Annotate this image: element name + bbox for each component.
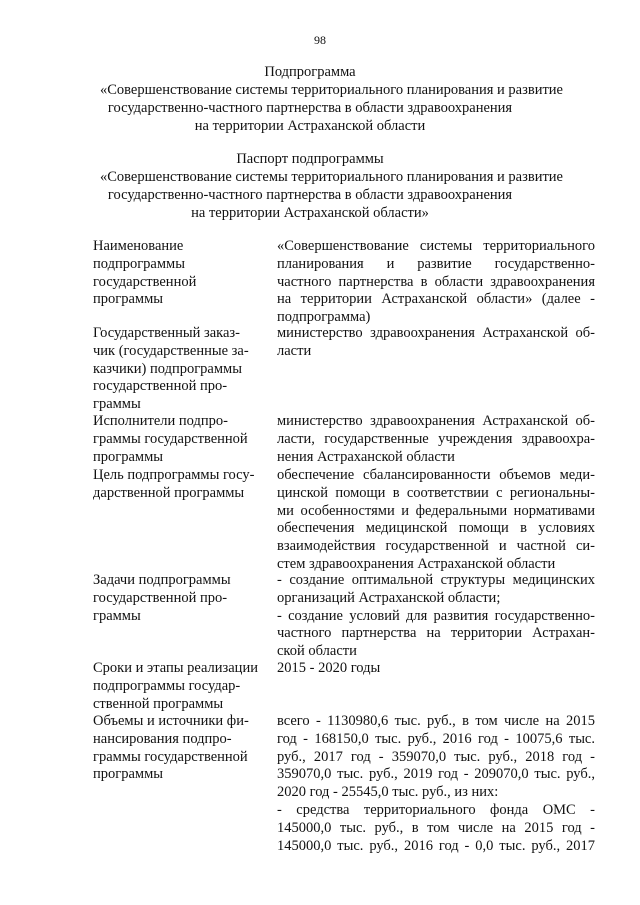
label-line: граммы государственной bbox=[93, 430, 248, 447]
label-line: Цель подпрограммы госу- bbox=[93, 467, 255, 483]
label-line: Государственный заказ- bbox=[93, 325, 240, 341]
label-line: государственной про- bbox=[93, 589, 228, 606]
value-line: - создание оптимальной структуры медицинских bbox=[277, 572, 595, 588]
value-line: стем здравоохранения Астраханской области bbox=[277, 555, 556, 572]
label-line: чик (государственные за- bbox=[93, 342, 249, 359]
label-line: подпрограммы bbox=[93, 255, 185, 272]
value-line: ми особенностями и федеральными нормативами bbox=[277, 502, 595, 519]
passport-heading-line: государственно-частного партнерства в области здравоохранения bbox=[107, 187, 513, 203]
label-line: дарственной программы bbox=[93, 484, 245, 501]
label-line: государственной bbox=[93, 273, 197, 290]
value-line: обеспечения медицинской помощи в условиях bbox=[277, 520, 595, 537]
value-line: ласти, государственные учреждения здравоохра- bbox=[277, 430, 595, 447]
value-line: подпрограмма) bbox=[277, 309, 371, 326]
row-label bbox=[93, 572, 271, 625]
value-line: планирования и развитие государственно- bbox=[277, 255, 595, 272]
value-line: год - 168150,0 тыс. руб., 2016 год - 10075,6 тыс. bbox=[277, 730, 595, 747]
passport-heading bbox=[100, 150, 563, 222]
value-line: 145000,0 тыс. руб., 2016 год - 0,0 тыс. руб., 2017 bbox=[277, 837, 595, 854]
row-label bbox=[93, 413, 271, 466]
label-line: Исполнители подпро- bbox=[93, 413, 228, 429]
label-line: Задачи подпрограммы bbox=[93, 572, 231, 588]
row-label bbox=[93, 238, 271, 309]
value-line: 145000,0 тыс. руб., в том числе на 2015 год - bbox=[277, 819, 595, 836]
value-line: министерство здравоохранения Астраханской об- bbox=[277, 413, 595, 429]
label-line: программы bbox=[93, 291, 163, 308]
label-line: Объемы и источники фи- bbox=[93, 713, 249, 729]
value-line: 2015 - 2020 годы bbox=[277, 660, 381, 676]
value-line: организаций Астраханской области; bbox=[277, 589, 501, 606]
label-line: подпрограммы государ- bbox=[93, 677, 241, 694]
row-value bbox=[277, 467, 595, 574]
row-value bbox=[277, 325, 595, 361]
value-line: 2020 год - 25545,0 тыс. руб., из них: bbox=[277, 784, 499, 801]
value-line: на территории Астраханской области» (далее - bbox=[277, 291, 595, 308]
value-line: ласти bbox=[277, 342, 312, 359]
row-value bbox=[277, 413, 595, 466]
page-number: 98 bbox=[314, 33, 326, 47]
label-line: государственной про- bbox=[93, 378, 228, 395]
value-line: министерство здравоохранения Астраханской об- bbox=[277, 325, 595, 341]
value-line: взаимодействия государственной и частной си- bbox=[277, 538, 595, 555]
row-value bbox=[277, 238, 595, 327]
row-label bbox=[93, 325, 271, 414]
value-line: обеспечение сбалансированности объемов меди- bbox=[277, 467, 595, 483]
label-line: граммы bbox=[93, 396, 141, 413]
subprogram-heading-line: «Совершенствование системы территориального планирования и развитие bbox=[100, 82, 563, 98]
subprogram-heading-line: Подпрограмма bbox=[264, 64, 356, 80]
value-line: руб., 2017 год - 359070,0 тыс. руб., 2018 год - bbox=[277, 748, 595, 765]
row-value bbox=[277, 572, 595, 661]
value-line: цинской помощи в соответствии с региональны- bbox=[277, 484, 595, 501]
value-line: нения Астраханской области bbox=[277, 448, 455, 465]
value-line: - создание условий для развития государственно- bbox=[277, 607, 595, 624]
row-label bbox=[93, 467, 271, 503]
row-value bbox=[277, 660, 595, 678]
subprogram-heading-line: на территории Астраханской области bbox=[194, 118, 426, 134]
value-line: ской области bbox=[277, 643, 357, 660]
label-line: ственной программы bbox=[93, 695, 224, 712]
label-line: нансирования подпро- bbox=[93, 730, 232, 747]
label-line: казчики) подпрограммы bbox=[93, 360, 242, 377]
label-line: программы bbox=[93, 766, 163, 783]
value-line: 359070,0 тыс. руб., 2019 год - 209070,0 тыс. руб., bbox=[277, 766, 595, 783]
passport-heading-line: на территории Астраханской области» bbox=[191, 205, 429, 221]
label-line: Наименование bbox=[93, 238, 184, 254]
label-line: Сроки и этапы реализации bbox=[93, 660, 258, 676]
label-line: программы bbox=[93, 448, 163, 465]
subprogram-heading-line: государственно-частного партнерства в области здравоохранения bbox=[107, 100, 513, 116]
subprogram-heading bbox=[100, 63, 563, 135]
passport-heading-line: «Совершенствование системы территориального планирования и развитие bbox=[100, 169, 563, 185]
value-line: частного партнерства на территории Астрахан- bbox=[277, 625, 595, 642]
value-line: - средства территориального фонда ОМС - bbox=[277, 801, 595, 818]
passport-heading-line: Паспорт подпрограммы bbox=[236, 151, 384, 167]
row-label bbox=[93, 713, 271, 784]
value-line: всего - 1130980,6 тыс. руб., в том числе на 2015 bbox=[277, 713, 595, 729]
row-value bbox=[277, 713, 595, 855]
value-line: частного партнерства в области здравоохранения bbox=[277, 273, 595, 290]
label-line: граммы bbox=[93, 607, 141, 624]
row-label bbox=[93, 660, 271, 713]
label-line: граммы государственной bbox=[93, 748, 248, 765]
value-line: «Совершенствование системы территориального bbox=[277, 238, 595, 254]
